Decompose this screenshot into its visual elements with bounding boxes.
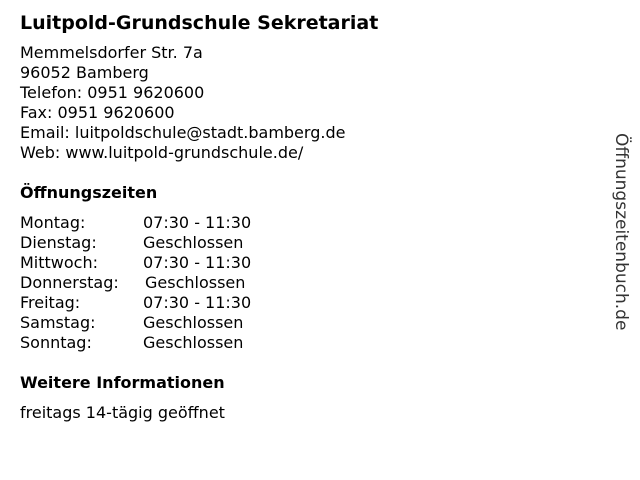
hours-value: Geschlossen [143,233,244,252]
hours-value: 07:30 - 11:30 [143,213,252,232]
further-info-text: freitags 14-tägig geöffnet [20,403,225,422]
hours-value: 07:30 - 11:30 [143,253,252,272]
email-address: Email: luitpoldschule@stadt.bamberg.de [20,123,346,142]
fax-number: Fax: 0951 9620600 [20,103,175,122]
further-info-heading: Weitere Informationen [20,373,225,392]
website-url: Web: www.luitpold-grundschule.de/ [20,143,304,162]
hours-value: Geschlossen [143,313,244,332]
street-address: Memmelsdorfer Str. 7a [20,43,203,62]
day-label: Freitag: [20,293,81,312]
hours-value: Geschlossen [143,333,244,352]
page-title: Luitpold-Grundschule Sekretariat [20,12,379,34]
day-label: Samstag: [20,313,96,332]
city-address: 96052 Bamberg [20,63,149,82]
hours-value: Geschlossen [145,273,246,292]
hours-value: 07:30 - 11:30 [143,293,252,312]
opening-hours-heading: Öffnungszeiten [20,183,158,202]
address-block [20,43,345,163]
day-label: Dienstag: [20,233,97,252]
day-label: Donnerstag: [20,273,119,292]
brand-label: Öffnungszeitenbuch.de [611,133,631,331]
day-label: Sonntag: [20,333,92,352]
phone-number: Telefon: 0951 9620600 [20,83,205,102]
day-label: Mittwoch: [20,253,98,272]
day-label: Montag: [20,213,86,232]
brand-watermark [603,133,640,363]
